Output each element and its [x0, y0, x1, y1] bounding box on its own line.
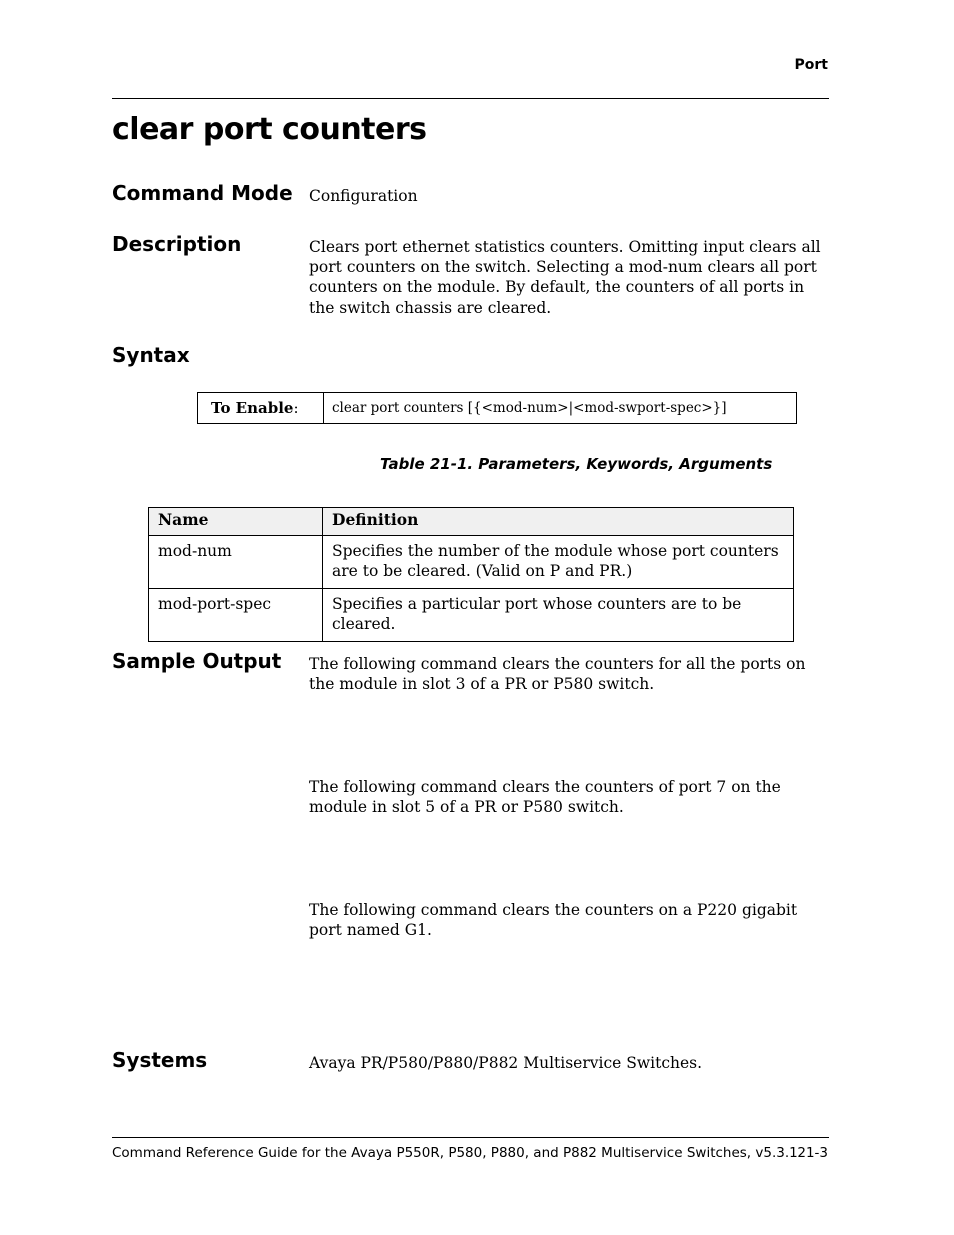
running-head: Port	[794, 57, 828, 73]
row-name: mod-port-spec	[149, 589, 323, 642]
command-mode-text: Configuration	[309, 187, 418, 205]
systems-text: Avaya PR/P580/P880/P882 Multiservice Switches.	[309, 1054, 703, 1072]
enable-colon: :	[293, 399, 299, 417]
header-definition: Definition	[323, 508, 794, 536]
row-definition: Specifies a particular port whose counters are to be cleared.	[323, 589, 794, 642]
command-mode-heading: Command Mode	[112, 181, 293, 205]
bottom-rule	[112, 1137, 829, 1138]
sample-output-para-1: The following command clears the counters for all the ports on the module in slot 3 of a PR or P580 switch.	[309, 655, 806, 694]
sample-output-para-2: The following command clears the counters of port 7 on the module in slot 5 of a PR or P580 switch.	[309, 778, 781, 817]
footer-title: Command Reference Guide for the Avaya P550R, P580, P880, and P882 Multiservice Switches, v5.3.1	[112, 1145, 798, 1161]
header-name: Name	[149, 508, 323, 536]
page-title: clear port counters	[112, 112, 427, 147]
sample-output-heading: Sample Output	[112, 649, 282, 673]
table-row	[149, 589, 794, 642]
description-heading: Description	[112, 232, 242, 256]
enable-command: clear port counters [{<mod-num>|<mod-swport-spec>}]	[332, 400, 727, 416]
params-table	[148, 507, 794, 642]
row-name: mod-num	[149, 536, 323, 589]
table-caption: Table 21-1. Parameters, Keywords, Arguments	[380, 455, 773, 473]
page-number: 21-3	[797, 1145, 828, 1161]
syntax-heading: Syntax	[112, 343, 190, 367]
systems-heading: Systems	[112, 1048, 208, 1072]
description-text: Clears port ethernet statistics counters. Omitting input clears all port counters on the switch. Selecting a mod-num clears all port counters on the module. By default, the counters of all ports in the switch chassis are cleared.	[309, 238, 821, 317]
row-definition: Specifies the number of the module whose port counters are to be cleared. (Valid on P and PR.)	[323, 536, 794, 589]
syntax-box	[197, 392, 797, 424]
table-row	[149, 536, 794, 589]
enable-label-cell	[198, 393, 324, 423]
sample-output-para-3: The following command clears the counters on a P220 gigabit port named G1.	[309, 901, 798, 940]
enable-label: To Enable	[211, 399, 294, 417]
top-rule	[112, 98, 829, 99]
table-header-row	[149, 508, 794, 536]
